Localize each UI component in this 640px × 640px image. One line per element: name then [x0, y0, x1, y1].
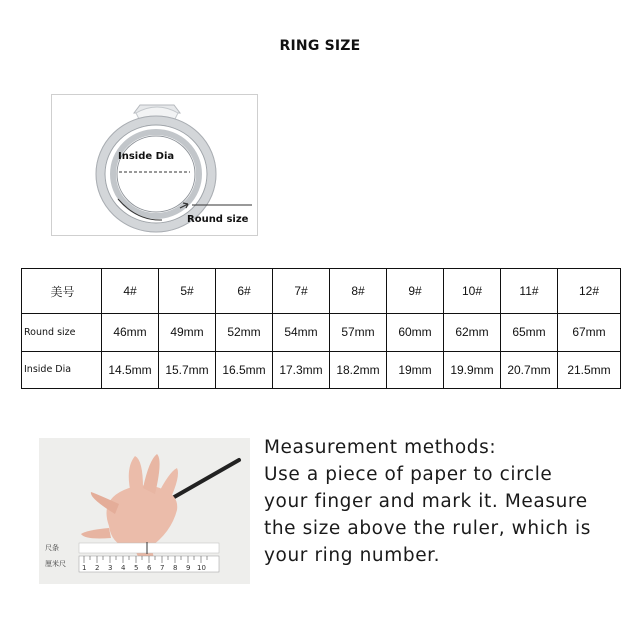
ruler-number: 10: [197, 564, 206, 572]
table-cell: 19.9mm: [444, 351, 501, 389]
instructions-line: the size above the ruler, which is: [264, 518, 592, 539]
instructions-line: your finger and mark it. Measure: [264, 491, 588, 512]
inside-dia-label: Inside Dia: [118, 151, 175, 162]
table-header-cell: 8#: [330, 269, 387, 314]
table-header-cell: 10#: [444, 269, 501, 314]
table-cell: 18.2mm: [330, 351, 387, 389]
table-header-cell: 6#: [216, 269, 273, 314]
table-cell: 16.5mm: [216, 351, 273, 389]
ruler-number: 9: [186, 564, 191, 572]
instructions-line: your ring number.: [264, 545, 441, 566]
ruler-number: 1: [82, 564, 87, 572]
ruler-number: 4: [121, 564, 126, 572]
table-header-row: [22, 269, 621, 314]
table-cell: 62mm: [444, 314, 501, 352]
table-cell: 49mm: [159, 314, 216, 352]
table-header-cell: 4#: [102, 269, 159, 314]
measurement-instructions: [264, 434, 634, 569]
table-cell: 57mm: [330, 314, 387, 352]
hand-measurement-photo: [39, 438, 250, 584]
table-header-cell: 7#: [273, 269, 330, 314]
table-header-cell: 9#: [387, 269, 444, 314]
hand-illustration: [39, 438, 250, 584]
table-cell: 15.7mm: [159, 351, 216, 389]
instructions-heading: Measurement methods:: [264, 437, 497, 458]
round-size-label: Round size: [187, 214, 249, 225]
table-header-cell: 美号: [22, 269, 102, 314]
table-row: [22, 351, 621, 389]
table-cell: 19mm: [387, 351, 444, 389]
row-label-round-size: Round size: [22, 314, 102, 352]
ruler-number: 3: [108, 564, 113, 572]
ring-size-table: [21, 268, 621, 389]
table-cell: 21.5mm: [558, 351, 621, 389]
instructions-line: Use a piece of paper to circle: [264, 464, 553, 485]
ruler-label-top: 尺条: [45, 544, 59, 552]
table-header-cell: 11#: [501, 269, 558, 314]
table-cell: 46mm: [102, 314, 159, 352]
table-header-cell: 12#: [558, 269, 621, 314]
ruler-number: 6: [147, 564, 152, 572]
ruler-number: 5: [134, 564, 139, 572]
ruler-number: 8: [173, 564, 178, 572]
table-cell: 65mm: [501, 314, 558, 352]
ruler-number: 7: [160, 564, 165, 572]
page-title: RING SIZE: [279, 38, 361, 54]
table-row: [22, 314, 621, 352]
ruler-number: 2: [95, 564, 100, 572]
table-cell: 67mm: [558, 314, 621, 352]
table-cell: 14.5mm: [102, 351, 159, 389]
ruler-label-bottom: 厘米尺: [45, 560, 66, 568]
table-header-cell: 5#: [159, 269, 216, 314]
row-label-inside-dia: Inside Dia: [22, 351, 102, 389]
table-cell: 52mm: [216, 314, 273, 352]
table-cell: 20.7mm: [501, 351, 558, 389]
table-cell: 60mm: [387, 314, 444, 352]
table-cell: 17.3mm: [273, 351, 330, 389]
ring-diagram: [51, 94, 258, 236]
table-cell: 54mm: [273, 314, 330, 352]
